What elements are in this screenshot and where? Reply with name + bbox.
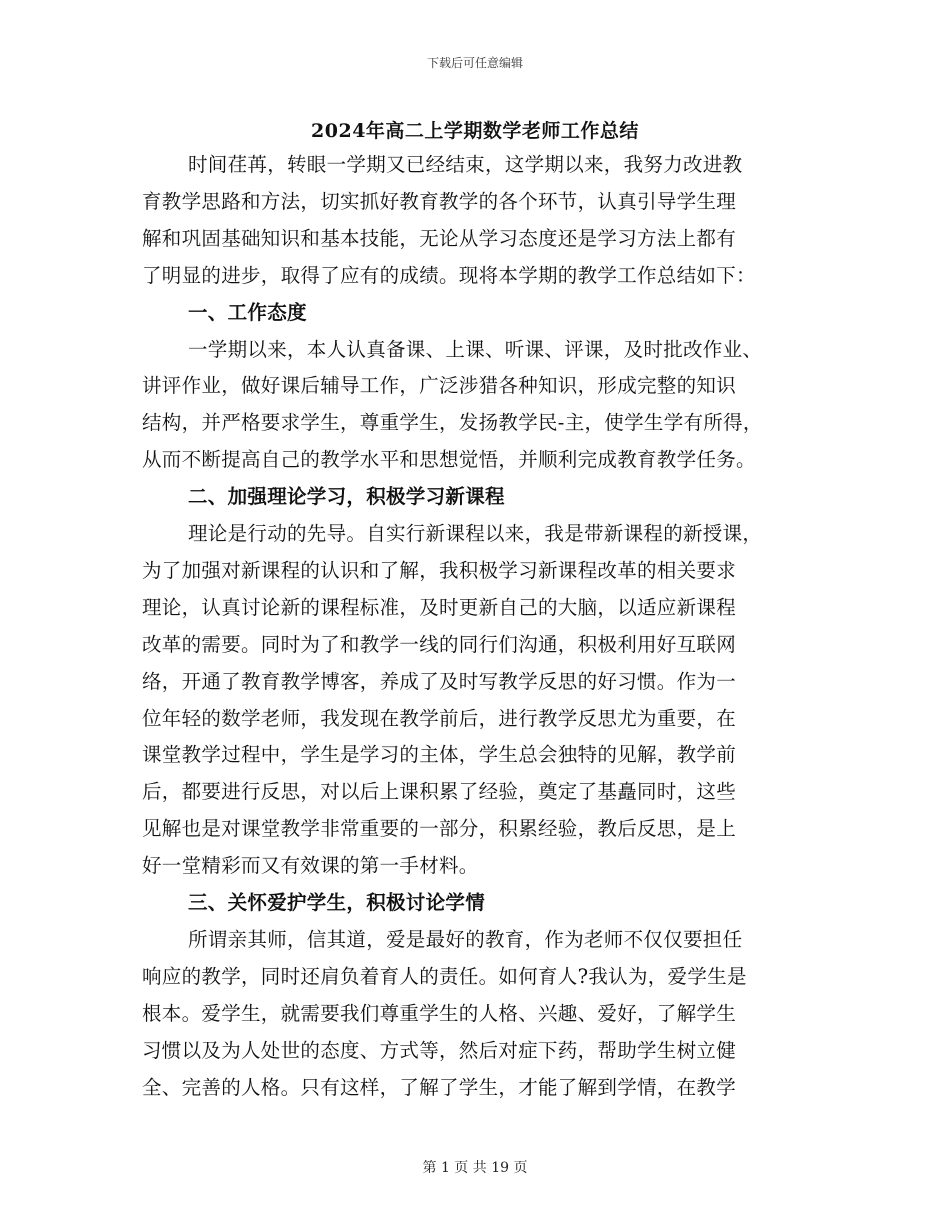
paragraph-line: 课堂教学过程中，学生是学习的主体，学生总会独特的见解，教学前 (142, 743, 737, 767)
paragraph-line: 络，开通了教育教学博客，养成了及时写教学反思的好习惯。作为一 (142, 669, 737, 693)
paragraph-line: 全、完善的人格。只有这样，了解了学生，才能了解到学情，在教学 (142, 1075, 737, 1099)
section-heading: 一、工作态度 (188, 300, 307, 324)
section-heading: 三、关怀爱护学生，积极讨论学情 (188, 891, 486, 914)
paragraph-line: 改革的需要。同时为了和教学一线的同行们沟通，积极利用好互联网 (142, 632, 737, 656)
paragraph-line: 解和巩固基础知识和基本技能，无论从学习态度还是学习方法上都有 (142, 226, 737, 250)
paragraph-line: 了明显的进步，取得了应有的成绩。现将本学期的教学工作总结如下： (142, 263, 756, 287)
paragraph-line: 根本。爱学生，就需要我们尊重学生的人格、兴趣、爱好，了解学生 (142, 1001, 737, 1025)
paragraph-line: 好一堂精彩而又有效课的第一手材料。 (142, 854, 479, 878)
paragraph-line: 时间荏苒，转眼一学期又已经结束，这学期以来，我努力改进教 (188, 153, 743, 176)
header-note: 下载后可任意编辑 (426, 56, 523, 70)
paragraph-line: 理论是行动的先导。自实行新课程以来，我是带新课程的新授课， (188, 522, 763, 545)
paragraph-line: 所谓亲其师，信其道，爱是最好的教育，作为老师不仅仅要担任 (188, 927, 743, 951)
paragraph-line: 讲评作业，做好课后辅导工作，广泛涉猎各种知识，形成完整的知识 (142, 374, 737, 398)
paragraph-line: 习惯以及为人处世的态度、方式等，然后对症下药，帮助学生树立健 (142, 1038, 737, 1062)
paragraph-line: 从而不断提高自己的教学水平和思想觉悟，并顺利完成教育教学任务。 (142, 448, 756, 472)
page-footer: 第 1 页 共 19 页 (422, 1160, 528, 1176)
paragraph-line: 育教学思路和方法，切实抓好教育教学的各个环节，认真引导学生理 (142, 189, 737, 213)
paragraph-line: 一学期以来，本人认真备课、上课、听课、评课，及时批改作业、 (188, 337, 763, 361)
paragraph-line: 响应的教学，同时还肩负着育人的责任。如何育人?我认为，爱学生是 (142, 964, 747, 988)
paragraph-line: 后，都要进行反思，对以后上课积累了经验，奠定了基矗同时，这些 (142, 780, 737, 804)
paragraph-line: 理论，认真讨论新的课程标准，及时更新自己的大脑，以适应新课程 (142, 595, 737, 619)
paragraph-line: 见解也是对课堂教学非常重要的一部分，积累经验，教后反思，是上 (142, 817, 737, 841)
paragraph-line: 结构，并严格要求学生，尊重学生，发扬教学民-主，使学生学有所得， (142, 411, 763, 435)
section-heading: 二、加强理论学习，积极学习新课程 (188, 485, 505, 509)
paragraph-line: 为了加强对新课程的认识和了解，我积极学习新课程改革的相关要求 (142, 558, 737, 582)
paragraph-line: 位年轻的数学老师，我发现在教学前后，进行教学反思尤为重要，在 (142, 706, 737, 730)
document-title: 2024年高二上学期数学老师工作总结 (311, 120, 639, 142)
